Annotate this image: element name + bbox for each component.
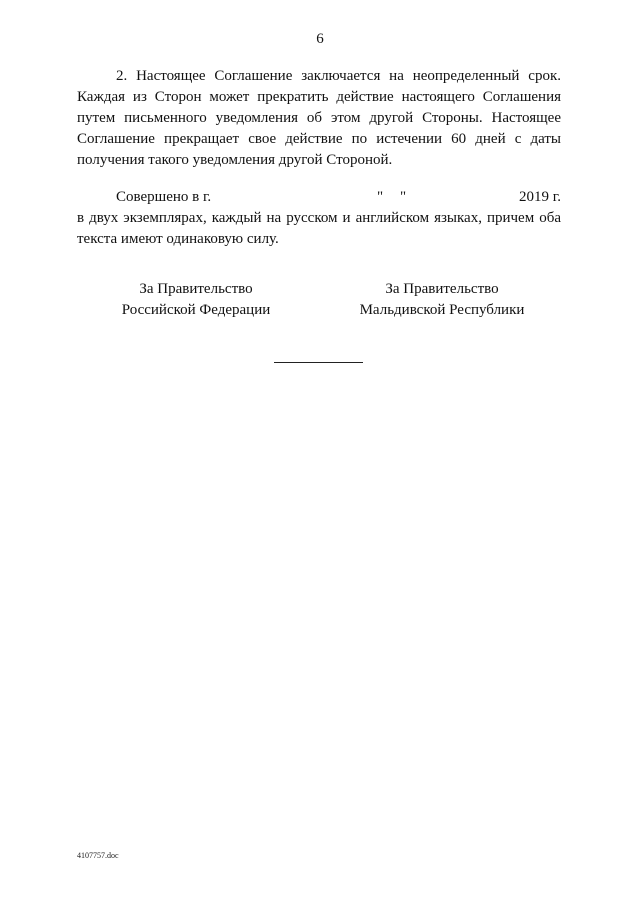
page-number: 6 <box>316 31 324 47</box>
signature-right-line1: За Правительство <box>385 281 499 297</box>
date-quote-close: " <box>400 189 407 205</box>
clause-paragraph: 2. Настоящее Соглашение заключается на неопределенный срок. Каждая из Сторон может прекратить действие настоящего Соглашения путем письменного уведомления об этом другой Стороны. Настоящее Соглашение прекращает свое действие по истечении 60 дней с даты получения такого уведомления другой Стороной. <box>77 68 561 168</box>
signature-left-line2: Российской Федерации <box>121 302 271 318</box>
signature-block-russia <box>76 279 316 321</box>
signature-right-line2: Мальдивской Республики <box>359 302 525 318</box>
signature-block-maldives <box>322 279 562 321</box>
document-code: 4107757.doc <box>77 851 119 860</box>
signing-place-date-line <box>77 187 561 208</box>
date-quote-open: " <box>377 189 384 205</box>
signature-left-line1: За Правительство <box>139 281 253 297</box>
signing-year: 2019 г. <box>519 189 561 205</box>
copies-paragraph: в двух экземплярах, каждый на русском и английском языках, причем оба текста имеют одинаковую силу. <box>77 210 561 247</box>
end-divider <box>274 362 363 363</box>
signing-place-label: Совершено в г. <box>116 189 212 205</box>
